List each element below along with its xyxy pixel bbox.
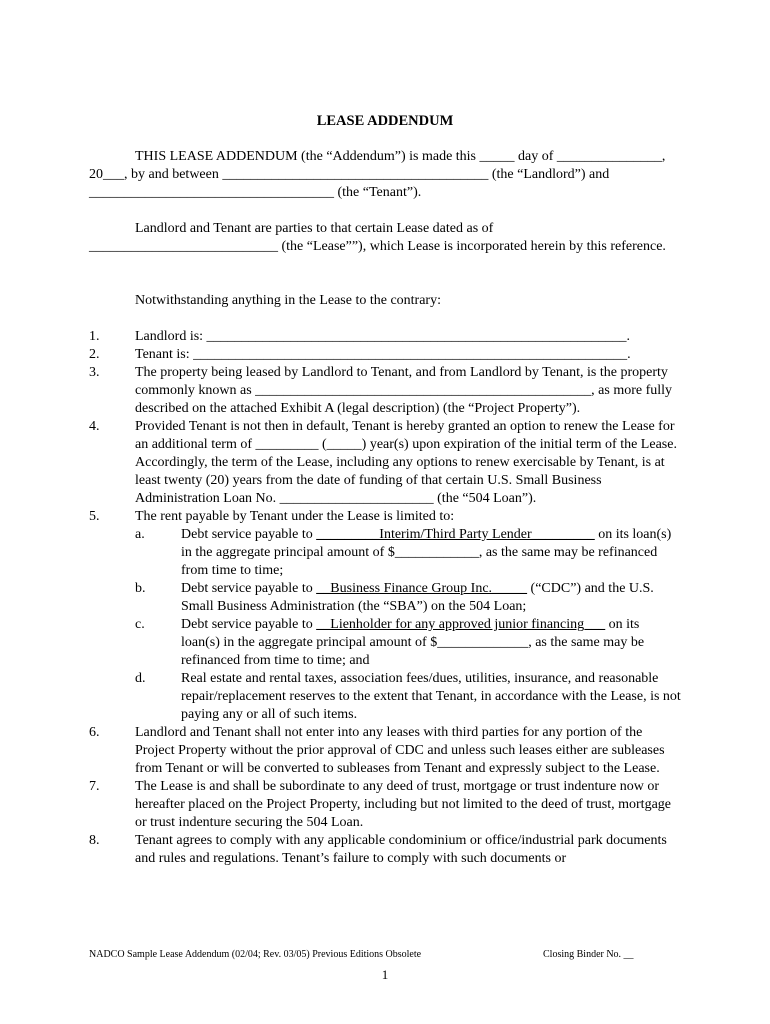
- item-text: Tenant is: ______________________________________________________________.: [135, 347, 631, 362]
- sub-item-pre: Debt service payable to: [181, 617, 317, 632]
- item-text: Provided Tenant is not then in default, Tenant is hereby granted an option to renew the Lease for an additional term of _________ (_____) year(s) upon expiration of the initial term of the Lease. Accordingly, the term of the Lease, including any options to renew exercisable by Tenant, is at least twenty (20) years from the date of funding of that certain U.S. Small Business Administration Loan No. ______________________ (the “504 Loan”).: [135, 419, 677, 506]
- sub-item-post: Real estate and rental taxes, association fees/dues, utilities, insurance, and reasonable repair/replacement reserves to the extent that Tenant, in accordance with the Lease, is not paying any or all of such items.: [181, 671, 681, 722]
- filled-lender: _________Interim/Third Party Lender_________: [316, 527, 595, 542]
- item-number: 4.: [89, 419, 100, 434]
- item-number: 3.: [89, 365, 100, 380]
- intro-paragraph: [89, 148, 681, 202]
- item-text: Landlord and Tenant shall not enter into any leases with third parties for any portion of the Project Property without the prior approval of CDC and unless such leases either are subleases from Tenant or will be converted to subleases from Tenant and expressly subject to the Lease.: [135, 725, 665, 776]
- sub-item-pre: Debt service payable to: [181, 527, 317, 542]
- item-text: Landlord is: ____________________________________________________________.: [135, 329, 631, 344]
- sub-item: [135, 580, 681, 616]
- sub-item: [135, 526, 681, 580]
- item-number: 1.: [89, 329, 100, 344]
- list-item: [89, 364, 681, 418]
- sub-item: [135, 670, 681, 724]
- item-text: Tenant agrees to comply with any applicable condominium or office/industrial park documents and rules and regulations. Tenant’s failure to comply with such documents or: [135, 833, 667, 866]
- document-title: LEASE ADDENDUM: [316, 113, 454, 129]
- item-text: The property being leased by Landlord to Tenant, and from Landlord by Tenant, is the property commonly known as ________________________________________________, as more fully described on the attached Exhibit A (legal description) (the “Project Property”).: [135, 365, 673, 416]
- item-number: 6.: [89, 725, 100, 740]
- sub-item-post: on its loan(s) in the aggregate principal amount of $_____________, as the same may be refinanced from time to time; and: [181, 617, 645, 668]
- sub-item: [135, 616, 681, 670]
- item-number: 5.: [89, 509, 100, 524]
- list-item: [89, 328, 681, 346]
- item-text: The rent payable by Tenant under the Lease is limited to:: [135, 509, 455, 524]
- lease-paragraph: [89, 220, 681, 256]
- sub-item-pre: Debt service payable to: [181, 581, 317, 596]
- item-text: The Lease is and shall be subordinate to any deed of trust, mortgage or trust indenture now or hereafter placed on the Project Property, including but not limited to the deed of trust, mortgage or trust indenture securing the 504 Loan.: [135, 779, 671, 830]
- footer-form-id: NADCO Sample Lease Addendum (02/04; Rev. 03/05) Previous Editions Obsolete: [89, 949, 422, 960]
- item-number: 7.: [89, 779, 100, 794]
- list-item: [89, 778, 681, 832]
- sub-item-letter: d.: [135, 671, 146, 686]
- footer-binder-number: Closing Binder No. __: [543, 949, 634, 960]
- filled-lienholder: __Lienholder for any approved junior financing___: [316, 617, 606, 632]
- filled-cdc: __Business Finance Group Inc._____: [316, 581, 528, 596]
- sub-item-post: (“CDC”) and the U.S. Small Business Administration (the “SBA”) on the 504 Loan;: [181, 581, 654, 614]
- item-number: 8.: [89, 833, 100, 848]
- sub-item-post: on its loan(s) in the aggregate principal amount of $____________, as the same may be refinanced from time to time;: [181, 527, 672, 578]
- notwithstanding-paragraph: [89, 292, 681, 310]
- list-item: [89, 418, 681, 508]
- lease-text: Landlord and Tenant are parties to that certain Lease dated as of ___________________________ (the “Lease””), which Lease is incorporated herein by this reference.: [89, 221, 666, 254]
- intro-text: THIS LEASE ADDENDUM (the “Addendum”) is made this _____ day of _______________, 20___, by and between ______________________________________ (the “Landlord”) and ___________________________________ (the “Tenant”).: [89, 149, 666, 200]
- list-item: [89, 508, 681, 724]
- sub-item-letter: a.: [135, 527, 145, 542]
- provisions-list: [89, 328, 681, 868]
- list-item: [89, 346, 681, 364]
- notwithstanding-text: Notwithstanding anything in the Lease to the contrary:: [135, 293, 441, 308]
- list-item: [89, 832, 681, 868]
- sub-item-letter: b.: [135, 581, 146, 596]
- page-number: 1: [381, 967, 389, 982]
- sub-item-letter: c.: [135, 617, 145, 632]
- list-item: [89, 724, 681, 778]
- item-number: 2.: [89, 347, 100, 362]
